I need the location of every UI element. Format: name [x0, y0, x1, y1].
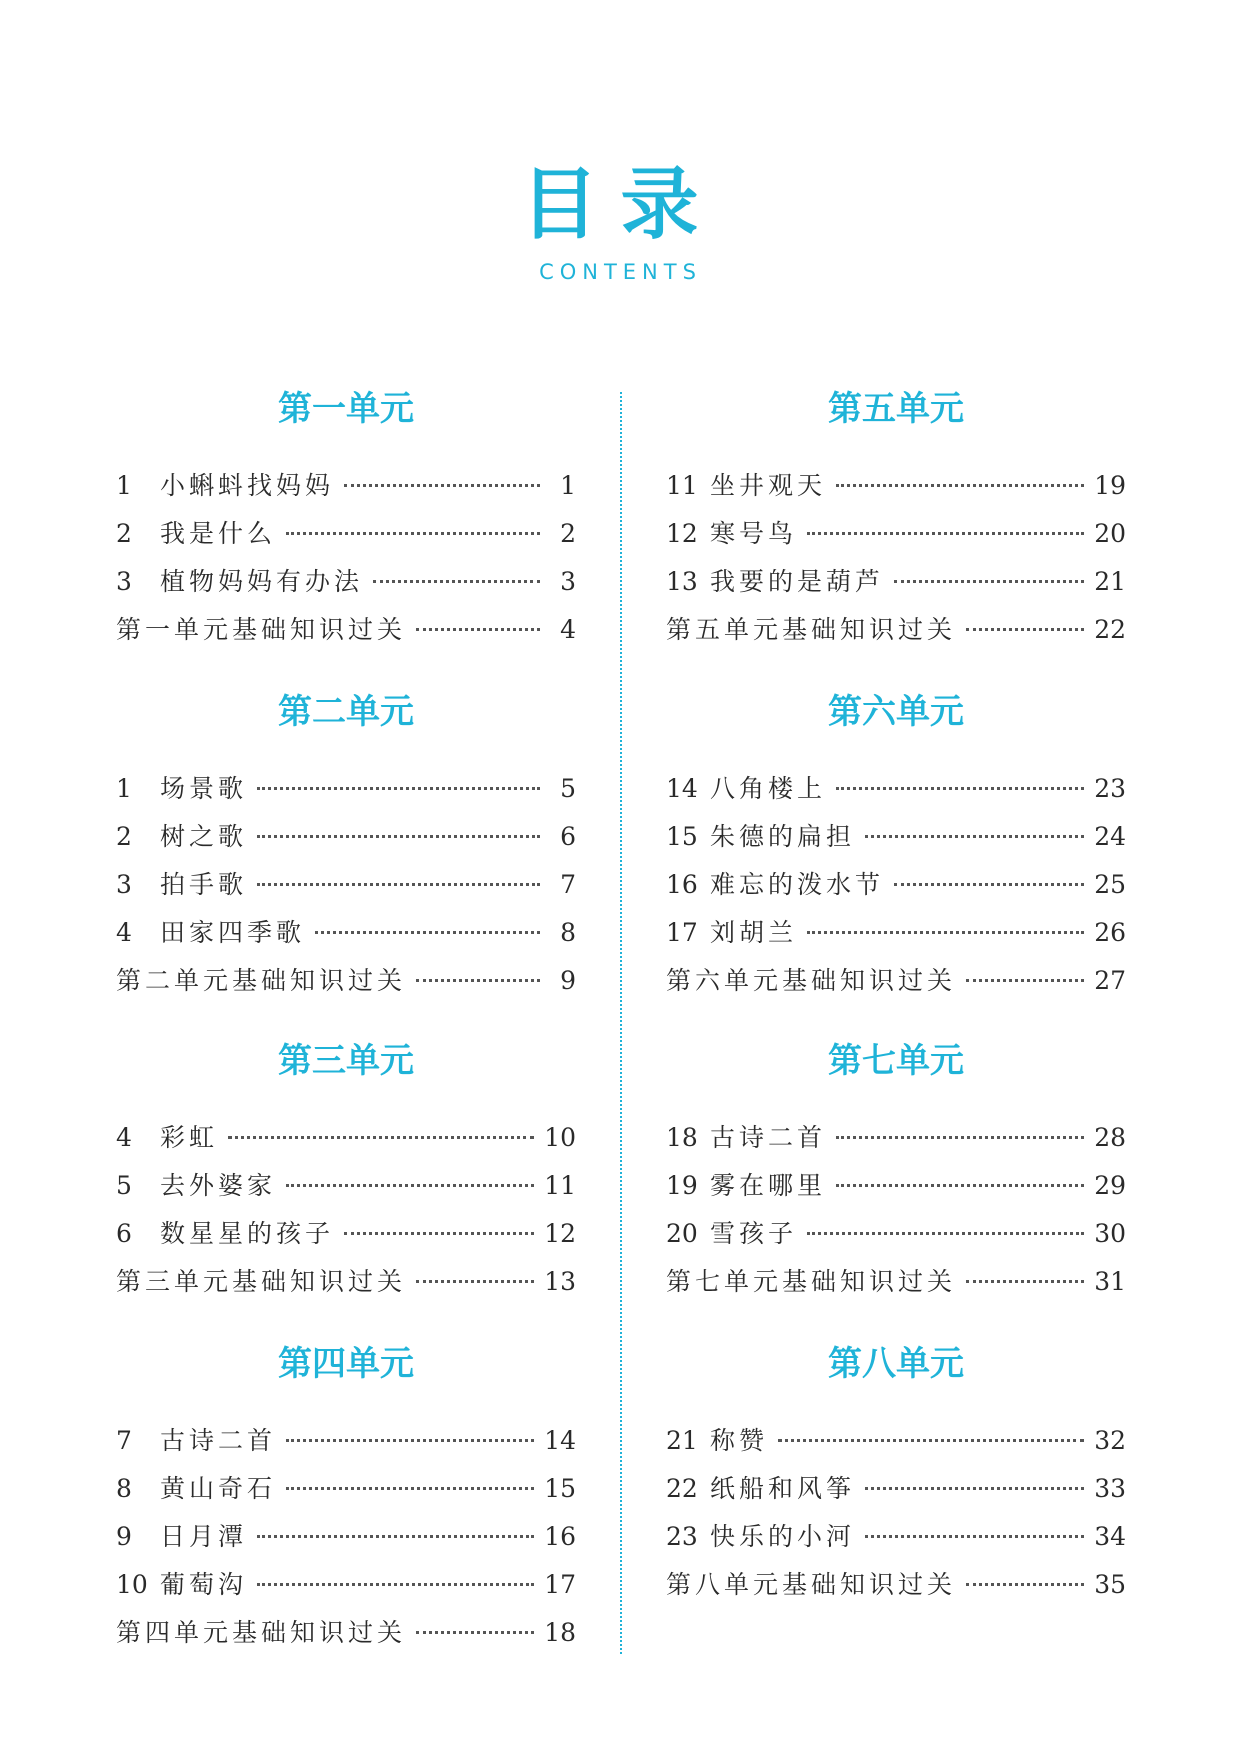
- lesson-number: 22: [666, 1474, 698, 1503]
- page-number: 15: [544, 1474, 576, 1503]
- dot-leader: [416, 628, 540, 631]
- lesson-title: 第一单元基础知识过关: [116, 615, 407, 644]
- lesson-title: 难忘的泼水节: [710, 870, 885, 899]
- toc-unit: [116, 1036, 576, 1306]
- page-number: 9: [560, 966, 576, 995]
- lesson-title: 第七单元基础知识过关: [666, 1267, 957, 1296]
- lesson-number: 3: [116, 567, 132, 596]
- lesson-number: 1: [116, 774, 132, 803]
- toc-entry[interactable]: [116, 1210, 576, 1258]
- unit-title: 第一单元: [278, 389, 414, 429]
- lesson-number: 7: [116, 1426, 132, 1455]
- lesson-title: 第二单元基础知识过关: [116, 966, 407, 995]
- page-number: 14: [544, 1426, 576, 1455]
- toc-entry[interactable]: [116, 1417, 576, 1465]
- page-number: 19: [1094, 471, 1126, 500]
- dot-leader: [257, 1583, 534, 1586]
- lesson-number: 20: [666, 1219, 698, 1248]
- lesson-number: 8: [116, 1474, 132, 1503]
- page-number: 16: [544, 1522, 576, 1551]
- lesson-number: 17: [666, 918, 698, 947]
- page-title: 目录: [520, 160, 721, 250]
- toc-entry[interactable]: [666, 957, 1126, 1005]
- unit-title: 第五单元: [828, 389, 964, 429]
- page-number: 2: [560, 519, 576, 548]
- lesson-number: 6: [116, 1219, 132, 1248]
- page-number: 26: [1094, 918, 1126, 947]
- page-number: 35: [1094, 1570, 1126, 1599]
- lesson-number: 9: [116, 1522, 132, 1551]
- lesson-title: 小蝌蚪找妈妈: [160, 471, 335, 500]
- lesson-number: 23: [666, 1522, 698, 1551]
- lesson-title: 纸船和风筝: [710, 1474, 856, 1503]
- page-number: 21: [1094, 567, 1126, 596]
- lesson-title: 树之歌: [160, 822, 248, 851]
- toc-entry[interactable]: [666, 1513, 1126, 1561]
- toc-entry[interactable]: [116, 1114, 576, 1162]
- lesson-title: 朱德的扁担: [710, 822, 856, 851]
- lesson-title: 拍手歌: [160, 870, 248, 899]
- dot-leader: [778, 1439, 1084, 1442]
- lesson-title: 坐井观天: [710, 471, 827, 500]
- dot-leader: [865, 1487, 1084, 1490]
- page-number: 30: [1094, 1219, 1126, 1248]
- page-number: 4: [560, 615, 576, 644]
- unit-title: 第七单元: [828, 1041, 964, 1081]
- lesson-title: 我是什么: [160, 519, 277, 548]
- toc-entry[interactable]: [666, 909, 1126, 957]
- page-number: 17: [544, 1570, 576, 1599]
- dot-leader: [966, 1280, 1084, 1283]
- dot-leader: [966, 628, 1084, 631]
- lesson-number: 4: [116, 1123, 132, 1152]
- toc-unit: [116, 384, 576, 654]
- dot-leader: [286, 1487, 534, 1490]
- dot-leader: [807, 532, 1084, 535]
- page-number: 5: [560, 774, 576, 803]
- lesson-title: 第五单元基础知识过关: [666, 615, 957, 644]
- lesson-title: 植物妈妈有办法: [160, 567, 364, 596]
- toc-unit: [666, 384, 1126, 654]
- page-number: 8: [560, 918, 576, 947]
- lesson-number: 21: [666, 1426, 698, 1455]
- lesson-number: 13: [666, 567, 698, 596]
- dot-leader: [836, 484, 1084, 487]
- lesson-title: 第四单元基础知识过关: [116, 1618, 407, 1647]
- page-number: 1: [560, 471, 576, 500]
- toc-entry[interactable]: [666, 813, 1126, 861]
- toc-entry[interactable]: [116, 1465, 576, 1513]
- toc-entry[interactable]: [666, 1162, 1126, 1210]
- toc-entry[interactable]: [116, 1513, 576, 1561]
- page-number: 34: [1094, 1522, 1126, 1551]
- dot-leader: [286, 1439, 534, 1442]
- dot-leader: [865, 835, 1084, 838]
- page-number: 13: [544, 1267, 576, 1296]
- dot-leader: [807, 931, 1084, 934]
- dot-leader: [894, 883, 1084, 886]
- lesson-title: 古诗二首: [160, 1426, 277, 1455]
- lesson-number: 15: [666, 822, 698, 851]
- dot-leader: [836, 787, 1084, 790]
- toc-entry[interactable]: [116, 462, 576, 510]
- page-number: 7: [560, 870, 576, 899]
- toc-entry[interactable]: [666, 1465, 1126, 1513]
- lesson-title: 第六单元基础知识过关: [666, 966, 957, 995]
- toc-entry[interactable]: [116, 765, 576, 813]
- dot-leader: [966, 1583, 1084, 1586]
- unit-title: 第二单元: [278, 692, 414, 732]
- dot-leader: [373, 580, 540, 583]
- lesson-title: 快乐的小河: [710, 1522, 856, 1551]
- page-number: 11: [544, 1171, 576, 1200]
- lesson-title: 葡萄沟: [160, 1570, 248, 1599]
- dot-leader: [257, 787, 540, 790]
- page-number: 31: [1094, 1267, 1126, 1296]
- lesson-number: 11: [666, 471, 698, 500]
- toc-entry[interactable]: [666, 765, 1126, 813]
- toc-entry[interactable]: [666, 1114, 1126, 1162]
- page-number: 3: [560, 567, 576, 596]
- lesson-number: 2: [116, 822, 132, 851]
- dot-leader: [344, 1232, 534, 1235]
- toc-entry[interactable]: [116, 1258, 576, 1306]
- lesson-title: 第八单元基础知识过关: [666, 1570, 957, 1599]
- lesson-number: 4: [116, 918, 132, 947]
- dot-leader: [807, 1232, 1084, 1235]
- toc-entry[interactable]: [116, 1162, 576, 1210]
- dot-leader: [344, 484, 540, 487]
- page-number: 18: [544, 1618, 576, 1647]
- page-number: 12: [544, 1219, 576, 1248]
- lesson-number: 10: [116, 1570, 148, 1599]
- dot-leader: [416, 979, 540, 982]
- lesson-number: 3: [116, 870, 132, 899]
- page-number: 28: [1094, 1123, 1126, 1152]
- page-number: 22: [1094, 615, 1126, 644]
- unit-title: 第八单元: [828, 1344, 964, 1384]
- lesson-number: 2: [116, 519, 132, 548]
- toc-entry[interactable]: [116, 861, 576, 909]
- page-number: 23: [1094, 774, 1126, 803]
- toc-entry[interactable]: [116, 606, 576, 654]
- lesson-title: 彩虹: [160, 1123, 219, 1152]
- lesson-number: 1: [116, 471, 132, 500]
- toc-unit: [116, 687, 576, 1005]
- lesson-title: 称赞: [710, 1426, 769, 1455]
- toc-entry[interactable]: [666, 1210, 1126, 1258]
- lesson-title: 去外婆家: [160, 1171, 277, 1200]
- lesson-title: 我要的是葫芦: [710, 567, 885, 596]
- page-number: 25: [1094, 870, 1126, 899]
- toc-unit: [116, 1339, 576, 1657]
- toc-entry[interactable]: [666, 462, 1126, 510]
- page-number: 24: [1094, 822, 1126, 851]
- dot-leader: [257, 1535, 534, 1538]
- toc-entry[interactable]: [116, 510, 576, 558]
- lesson-number: 16: [666, 870, 698, 899]
- lesson-number: 5: [116, 1171, 132, 1200]
- lesson-number: 19: [666, 1171, 698, 1200]
- toc-entry[interactable]: [116, 813, 576, 861]
- dot-leader: [894, 580, 1084, 583]
- page-number: 6: [560, 822, 576, 851]
- toc-unit: [666, 1339, 1126, 1609]
- toc-entry[interactable]: [116, 909, 576, 957]
- toc-unit: [666, 687, 1126, 1005]
- lesson-number: 12: [666, 519, 698, 548]
- toc-entry[interactable]: [666, 558, 1126, 606]
- toc-entry[interactable]: [116, 1561, 576, 1609]
- page-number: 27: [1094, 966, 1126, 995]
- dot-leader: [865, 1535, 1084, 1538]
- toc-entry[interactable]: [666, 510, 1126, 558]
- lesson-title: 日月潭: [160, 1522, 248, 1551]
- dot-leader: [416, 1280, 534, 1283]
- lesson-number: 18: [666, 1123, 698, 1152]
- dot-leader: [286, 532, 540, 535]
- page-number: 33: [1094, 1474, 1126, 1503]
- page-number: 32: [1094, 1426, 1126, 1455]
- lesson-number: 14: [666, 774, 698, 803]
- toc-entry[interactable]: [116, 1609, 576, 1657]
- unit-title: 第三单元: [278, 1041, 414, 1081]
- dot-leader: [286, 1184, 534, 1187]
- dot-leader: [416, 1631, 534, 1634]
- page-number: 10: [544, 1123, 576, 1152]
- lesson-title: 雪孩子: [710, 1219, 798, 1248]
- column-divider: [620, 392, 622, 1654]
- lesson-title: 场景歌: [160, 774, 248, 803]
- toc-entry[interactable]: [666, 1258, 1126, 1306]
- toc-entry[interactable]: [116, 558, 576, 606]
- unit-title: 第六单元: [828, 692, 964, 732]
- toc-entry[interactable]: [666, 861, 1126, 909]
- dot-leader: [228, 1136, 534, 1139]
- dot-leader: [836, 1136, 1084, 1139]
- lesson-title: 寒号鸟: [710, 519, 798, 548]
- unit-title: 第四单元: [278, 1344, 414, 1384]
- page-subtitle: CONTENTS: [539, 260, 702, 284]
- dot-leader: [257, 835, 540, 838]
- lesson-title: 刘胡兰: [710, 918, 798, 947]
- dot-leader: [315, 931, 540, 934]
- dot-leader: [836, 1184, 1084, 1187]
- page-number: 20: [1094, 519, 1126, 548]
- lesson-title: 田家四季歌: [160, 918, 306, 947]
- toc-unit: [666, 1036, 1126, 1306]
- lesson-title: 雾在哪里: [710, 1171, 827, 1200]
- lesson-title: 黄山奇石: [160, 1474, 277, 1503]
- dot-leader: [257, 883, 540, 886]
- lesson-title: 古诗二首: [710, 1123, 827, 1152]
- toc-entry[interactable]: [666, 1417, 1126, 1465]
- toc-entry[interactable]: [666, 1561, 1126, 1609]
- lesson-title: 第三单元基础知识过关: [116, 1267, 407, 1296]
- lesson-title: 八角楼上: [710, 774, 827, 803]
- toc-entry[interactable]: [666, 606, 1126, 654]
- dot-leader: [966, 979, 1084, 982]
- page-number: 29: [1094, 1171, 1126, 1200]
- toc-entry[interactable]: [116, 957, 576, 1005]
- lesson-title: 数星星的孩子: [160, 1219, 335, 1248]
